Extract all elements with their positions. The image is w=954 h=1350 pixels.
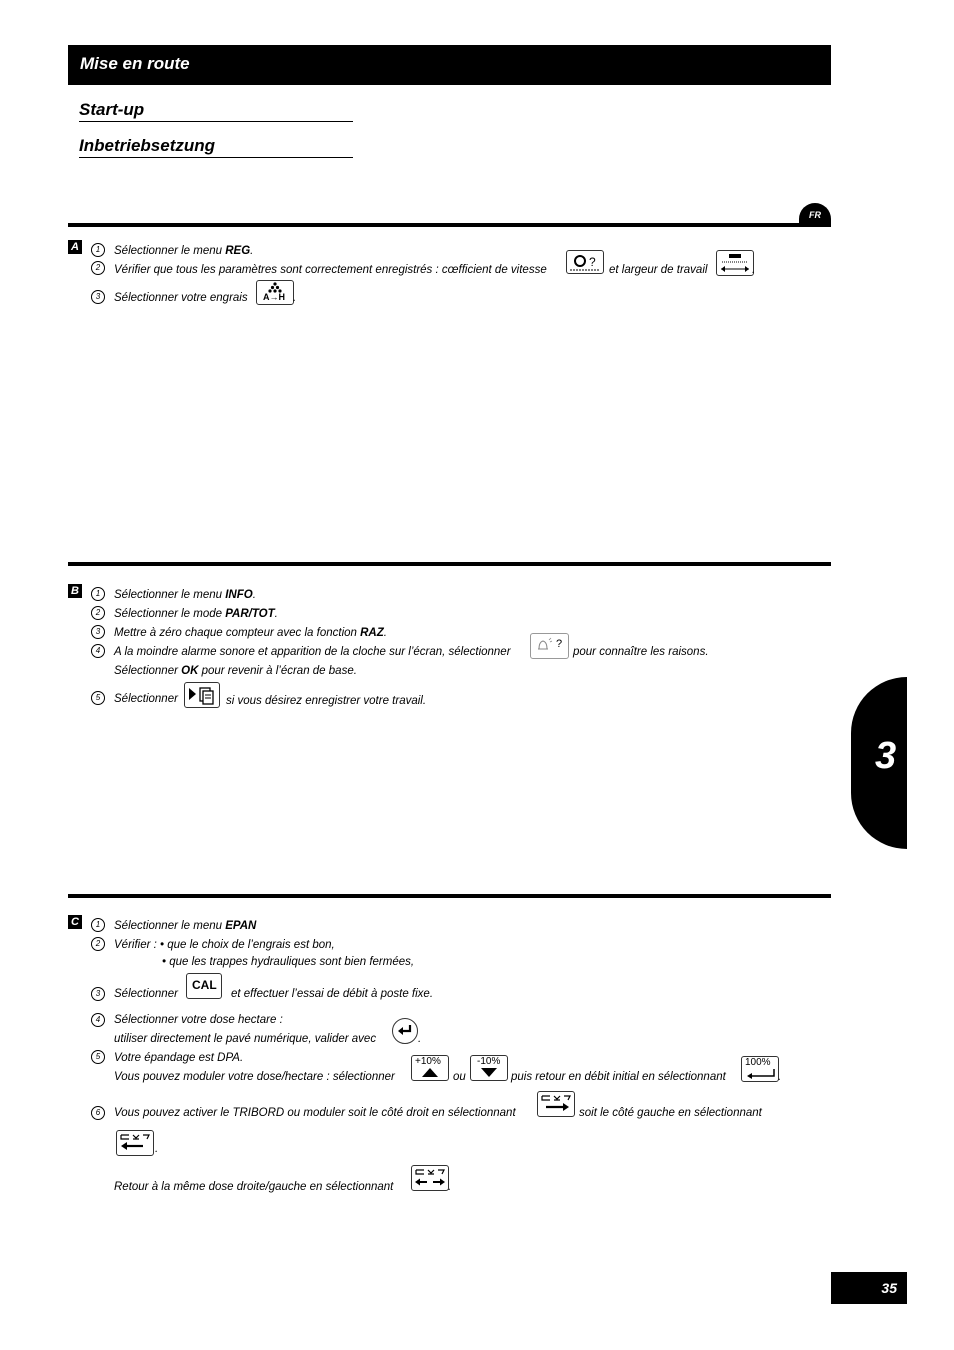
- step-number: 3: [91, 987, 105, 1001]
- step-number: 5: [91, 691, 105, 705]
- section-b-rule: [68, 562, 831, 566]
- step-number: 3: [91, 290, 105, 304]
- step-b5: Sélectionner: [114, 693, 178, 705]
- step-a2-cont: et largeur de travail: [609, 264, 708, 276]
- step-b4: A la moindre alarme sonore et apparition de la cloche sur l’écran, sélectionner: [114, 646, 511, 658]
- step-c6-cont: soit le côté gauche en sélectionnant: [579, 1107, 762, 1119]
- minus10-label: -10%: [477, 1056, 501, 1067]
- reset100-label: 100%: [745, 1057, 771, 1068]
- svg-text:?: ?: [589, 255, 596, 269]
- step-number: 2: [91, 606, 105, 620]
- subtitle-english: Start-up: [79, 100, 353, 122]
- step-b3: Mettre à zéro chaque compteur avec la fonction RAZ.: [114, 627, 387, 639]
- step-b4-cont: pour connaître les raisons.: [573, 646, 709, 658]
- step-c1: Sélectionner le menu EPAN: [114, 920, 257, 932]
- step-c3-cont: et effectuer l’essai de débit à poste fixe.: [231, 988, 434, 1000]
- working-width-icon: [716, 250, 754, 276]
- step-number: 2: [91, 937, 105, 951]
- step-number: 1: [91, 587, 105, 601]
- section-header-bar: [68, 45, 831, 85]
- page-title: Mise en route: [80, 54, 190, 73]
- step-number: 1: [91, 918, 105, 932]
- step-a2: Vérifier que tous les paramètres sont correctement enregistrés : cœfficient de vitesse: [114, 264, 547, 276]
- enter-icon: [392, 1018, 418, 1044]
- alarm-icon-label: ?: [556, 638, 563, 650]
- save-work-icon: [184, 682, 220, 708]
- step-a1: Sélectionner le menu REG.: [114, 245, 254, 257]
- reset-100-percent-icon: [741, 1056, 782, 1083]
- step-number: 4: [91, 644, 105, 658]
- cal-button-icon: [186, 973, 222, 999]
- fertilizer-a-h-icon: [256, 280, 297, 305]
- or-word: ou: [453, 1071, 466, 1083]
- section-a-label: A: [68, 240, 82, 254]
- subtitle-german: Inbetriebsetzung: [79, 136, 353, 158]
- step-c4: Sélectionner votre dose hectare :: [114, 1014, 283, 1026]
- punct: .: [418, 1033, 422, 1045]
- language-tab: FR: [799, 203, 831, 227]
- step-number: 1: [91, 243, 105, 257]
- plus10-label: +10%: [415, 1056, 441, 1067]
- section-b-label: B: [68, 584, 82, 598]
- both-sides-icon: [411, 1165, 449, 1191]
- step-c2-line2: • que les trappes hydrauliques sont bien fermées,: [162, 956, 415, 968]
- punct: .: [448, 1181, 452, 1193]
- step-b1: Sélectionner le menu INFO.: [114, 589, 256, 601]
- punct: .: [155, 1143, 159, 1155]
- step-c6-line3: Retour à la même dose droite/gauche en sélectionnant: [114, 1181, 394, 1193]
- step-b5-cont: si vous désirez enregistrer votre travail.: [226, 695, 427, 707]
- cal-icon-label: CAL: [192, 978, 217, 992]
- chapter-tab: [851, 677, 907, 849]
- step-c2: Vérifier : • que le choix de l’engrais est bon,: [114, 939, 335, 951]
- step-c4-line2: utiliser directement le pavé numérique, valider avec: [114, 1033, 377, 1045]
- right-side-icon: [537, 1091, 575, 1117]
- step-number: 3: [91, 625, 105, 639]
- punct: .: [293, 292, 297, 304]
- step-c5: Votre épandage est DPA.: [114, 1052, 244, 1064]
- step-c6: Vous pouvez activer le TRIBORD ou moduler soit le côté droit en sélectionnant: [114, 1107, 516, 1119]
- chapter-number: 3: [875, 735, 897, 777]
- step-number: 2: [91, 261, 105, 275]
- section-c-rule: [68, 894, 831, 898]
- step-b2: Sélectionner le mode PAR/TOT.: [114, 608, 278, 620]
- step-c3: Sélectionner: [114, 988, 178, 1000]
- minus-10-percent-icon: [470, 1055, 508, 1081]
- step-number: 4: [91, 1013, 105, 1027]
- speed-coefficient-icon: [566, 250, 604, 274]
- step-b4-line2: Sélectionner OK pour revenir à l’écran de base.: [114, 665, 357, 677]
- step-number: 5: [91, 1050, 105, 1064]
- step-c5-line2: Vous pouvez moduler votre dose/hectare : sélectionner: [114, 1071, 395, 1083]
- plus-10-percent-icon: [411, 1055, 449, 1081]
- step-c5-cont: puis retour en débit initial en sélectionnant: [511, 1071, 726, 1083]
- page-number: 35: [831, 1272, 907, 1304]
- fertilizer-icon-label: A→H: [263, 292, 285, 302]
- punct: .: [778, 1071, 782, 1083]
- alarm-bell-icon: [530, 633, 569, 659]
- step-number: 6: [91, 1106, 105, 1120]
- punct: .: [752, 264, 756, 276]
- section-c-label: C: [68, 915, 82, 929]
- section-a-rule: [68, 223, 831, 227]
- step-a3: Sélectionner votre engrais: [114, 292, 248, 304]
- left-side-icon: [116, 1130, 154, 1156]
